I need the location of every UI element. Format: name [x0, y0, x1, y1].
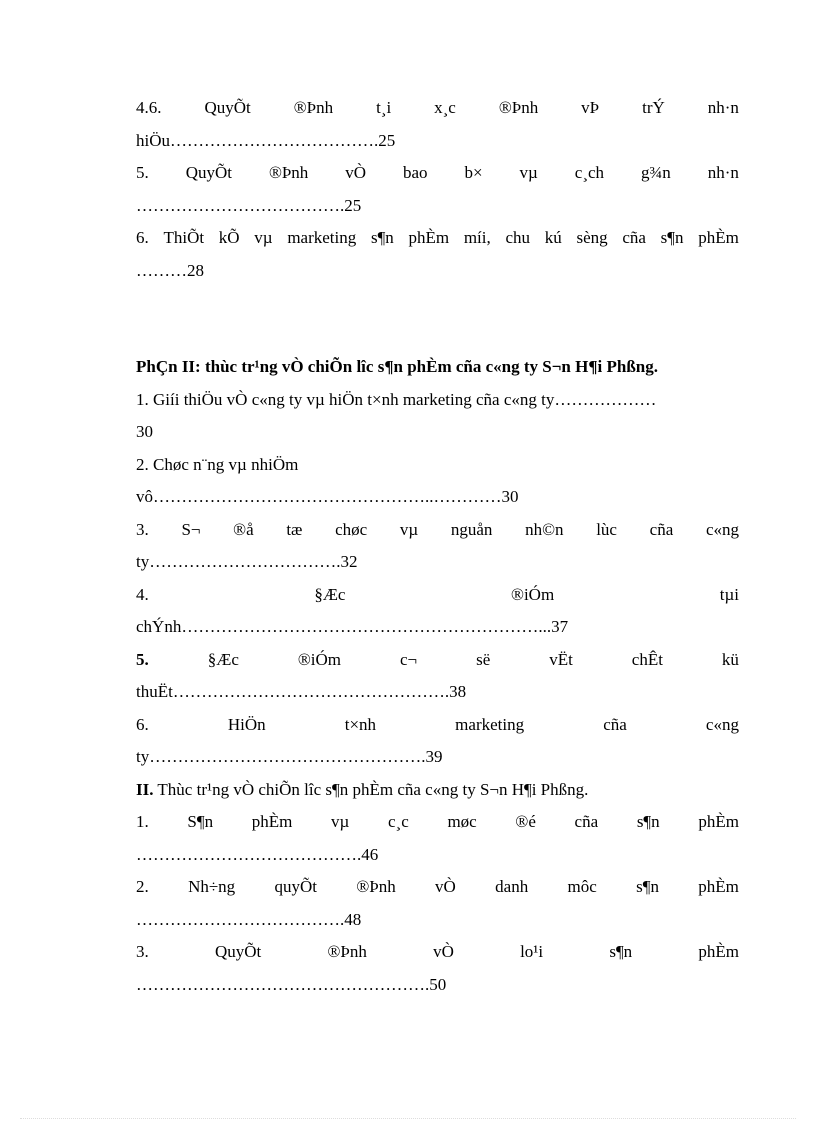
toc-word: vµ [331, 812, 350, 831]
toc-entry-page: 30 [136, 422, 153, 441]
toc-entry-line [136, 92, 739, 125]
toc-entry-line [136, 157, 739, 190]
toc-word: QuyÕt [204, 98, 251, 117]
toc-word: danh [495, 877, 529, 896]
toc-word: cña [649, 519, 674, 539]
toc-entry-p2-5 [136, 644, 739, 709]
toc-entry-p2-2 [136, 449, 739, 514]
toc-word: chøc [335, 519, 368, 539]
toc-entry-p2-6 [136, 709, 739, 774]
toc-entry-page: chÝnh………………………………………………………...37 [136, 617, 569, 636]
toc-word: S¶n [187, 812, 214, 831]
toc-word: lo¹i [520, 942, 544, 961]
toc-word: møc [447, 812, 477, 831]
toc-page [136, 92, 739, 1001]
toc-entry-line [136, 936, 739, 969]
toc-entry-line [136, 579, 739, 612]
toc-entry-p2-4 [136, 579, 739, 644]
toc-entry-p2-1 [136, 384, 739, 449]
toc-word: b× [464, 163, 483, 182]
toc-word: kÕ [218, 228, 240, 247]
toc-word: quyÕt [274, 877, 318, 896]
toc-word: ®iÓm [297, 649, 341, 669]
toc-word: cña [574, 812, 599, 831]
toc-word: ThiÕt [163, 228, 205, 247]
toc-word: vÒ [433, 942, 454, 961]
toc-word: §Æc [314, 584, 346, 604]
toc-entry-page: ………28 [136, 260, 204, 280]
toc-word: ®Þnh [293, 98, 334, 117]
toc-word: s¶n [370, 228, 394, 247]
toc-word: chÊt [631, 649, 663, 669]
toc-word: s¶n [636, 877, 659, 896]
toc-word: phÈm [408, 228, 450, 247]
toc-entry-page: ……………………………….48 [136, 909, 362, 929]
toc-entry-ii-1 [136, 806, 739, 871]
toc-entry-page: …………………………………………….50 [136, 974, 447, 994]
toc-word: kü [721, 649, 739, 669]
toc-word: QuyÕt [185, 163, 232, 182]
toc-word: t¸i [376, 98, 392, 117]
toc-entry-line [136, 709, 739, 742]
toc-word: c«ng [705, 519, 739, 539]
toc-word: phÈm [251, 812, 293, 831]
toc-entry-p2-3 [136, 514, 739, 579]
toc-word: t×nh [344, 714, 377, 734]
toc-word: phÈm [698, 942, 739, 961]
toc-word: tµi [719, 584, 739, 604]
toc-word: bao [403, 163, 428, 182]
toc-word: g¾n [641, 163, 671, 182]
toc-word: c¬ [399, 649, 418, 669]
toc-entry-ii-3 [136, 936, 739, 1001]
toc-entry-line: 2. Chøc n¨ng vµ nhiÖm [136, 454, 299, 474]
toc-word: marketing [287, 228, 357, 247]
toc-word: vµ [519, 163, 538, 182]
toc-entry-4-6 [136, 92, 739, 157]
toc-word: vËt [549, 649, 573, 669]
section-spacer [136, 287, 739, 351]
part-2-heading: PhÇn II: thùc tr¹ng vÒ chiÕn lîc s¶n phÈm cña c«ng ty S¬n H¶i Phßng. [136, 357, 658, 376]
toc-entry-line [136, 222, 739, 255]
toc-entry-page: ty…………………………….32 [136, 552, 358, 571]
toc-entry-line [136, 514, 739, 547]
toc-word: 3. [136, 519, 149, 539]
toc-word: vµ [399, 519, 419, 539]
toc-word: HiÖn [227, 714, 266, 734]
toc-word: cña [603, 714, 627, 734]
toc-word: nh·n [707, 163, 739, 182]
toc-word: cña [622, 228, 646, 247]
toc-word: nh·n [707, 98, 739, 117]
toc-word: ®iÓm [511, 584, 555, 604]
toc-word: s¶n [609, 942, 633, 961]
toc-word: vµ [254, 228, 273, 247]
toc-word: x¸c [434, 98, 456, 117]
toc-word: 6. [136, 228, 149, 247]
toc-word: trÝ [642, 98, 665, 117]
toc-word: §Æc [207, 649, 239, 669]
toc-word: vÒ [435, 877, 456, 896]
section-ii-number: II. [136, 779, 154, 799]
toc-word: chu [505, 228, 531, 247]
toc-word: ®Þnh [498, 98, 539, 117]
toc-word: phÈm [698, 812, 739, 831]
toc-word: c¸c [388, 812, 409, 831]
toc-word: 2. [136, 877, 149, 896]
toc-word: s¶n [636, 812, 660, 831]
toc-word: së [476, 649, 491, 669]
toc-entry-page: ……………………………….25 [136, 195, 362, 215]
toc-entry-page: vô…………………………………………..…………30 [136, 487, 519, 506]
toc-word: kú [544, 228, 562, 247]
toc-word: môc [567, 877, 597, 896]
toc-entry-ii-2 [136, 871, 739, 936]
toc-word: Nh÷ng [188, 877, 236, 896]
toc-word: 1. [136, 812, 149, 831]
toc-word: nh©n [525, 519, 564, 539]
toc-word: ®Þnh [268, 163, 309, 182]
toc-word: ®é [515, 812, 536, 831]
toc-word: lùc [596, 519, 617, 539]
toc-entry-line [136, 871, 739, 904]
toc-word: vÒ [345, 163, 367, 182]
toc-word: ®å [233, 519, 254, 539]
toc-word: phÈm [698, 228, 739, 247]
toc-word: QuyÕt [214, 942, 262, 961]
toc-word: marketing [455, 714, 525, 734]
toc-word: 6. [136, 714, 149, 734]
page-bottom-border [20, 1118, 796, 1119]
section-ii-title: Thùc tr¹ng vÒ chiÕn lîc s¶n phÈm cña c«ng ty S¬n H¶i Phßng. [153, 779, 589, 799]
toc-word: c¸ch [574, 163, 605, 182]
toc-entry-5 [136, 157, 739, 222]
toc-word: c«ng [705, 714, 739, 734]
toc-word: nguån [450, 519, 493, 539]
toc-word: ®Þnh [356, 877, 396, 896]
toc-word: 4. [136, 584, 149, 604]
toc-entry-page: thuËt………………………………………….38 [136, 682, 467, 701]
toc-word: 3. [136, 942, 149, 961]
toc-word: 5. [136, 649, 149, 669]
toc-entry-line [136, 644, 739, 677]
toc-word: tæ [286, 519, 303, 539]
toc-entry-line [136, 806, 739, 839]
toc-word: s¶n [660, 228, 684, 247]
toc-word: S¬ [181, 519, 201, 539]
toc-entry-page: ty………………………………………….39 [136, 747, 443, 766]
toc-word: 4.6. [136, 98, 162, 117]
toc-word: míi, [463, 228, 491, 247]
toc-entry-6 [136, 222, 739, 287]
section-ii-heading [136, 774, 739, 807]
toc-entry-page: ………………………………….46 [136, 844, 379, 864]
toc-word: 5. [136, 163, 149, 182]
toc-word: phÈm [698, 877, 739, 896]
toc-entry-line: 1. Giíi thiÖu vÒ c«ng ty vµ hiÖn t×nh marketing cña c«ng ty……………… [136, 389, 657, 409]
toc-word: sèng [576, 228, 608, 247]
toc-word: ®Þnh [327, 942, 367, 961]
toc-entry-page: hiÖu……………………………….25 [136, 130, 396, 150]
toc-word: vÞ [581, 98, 600, 117]
